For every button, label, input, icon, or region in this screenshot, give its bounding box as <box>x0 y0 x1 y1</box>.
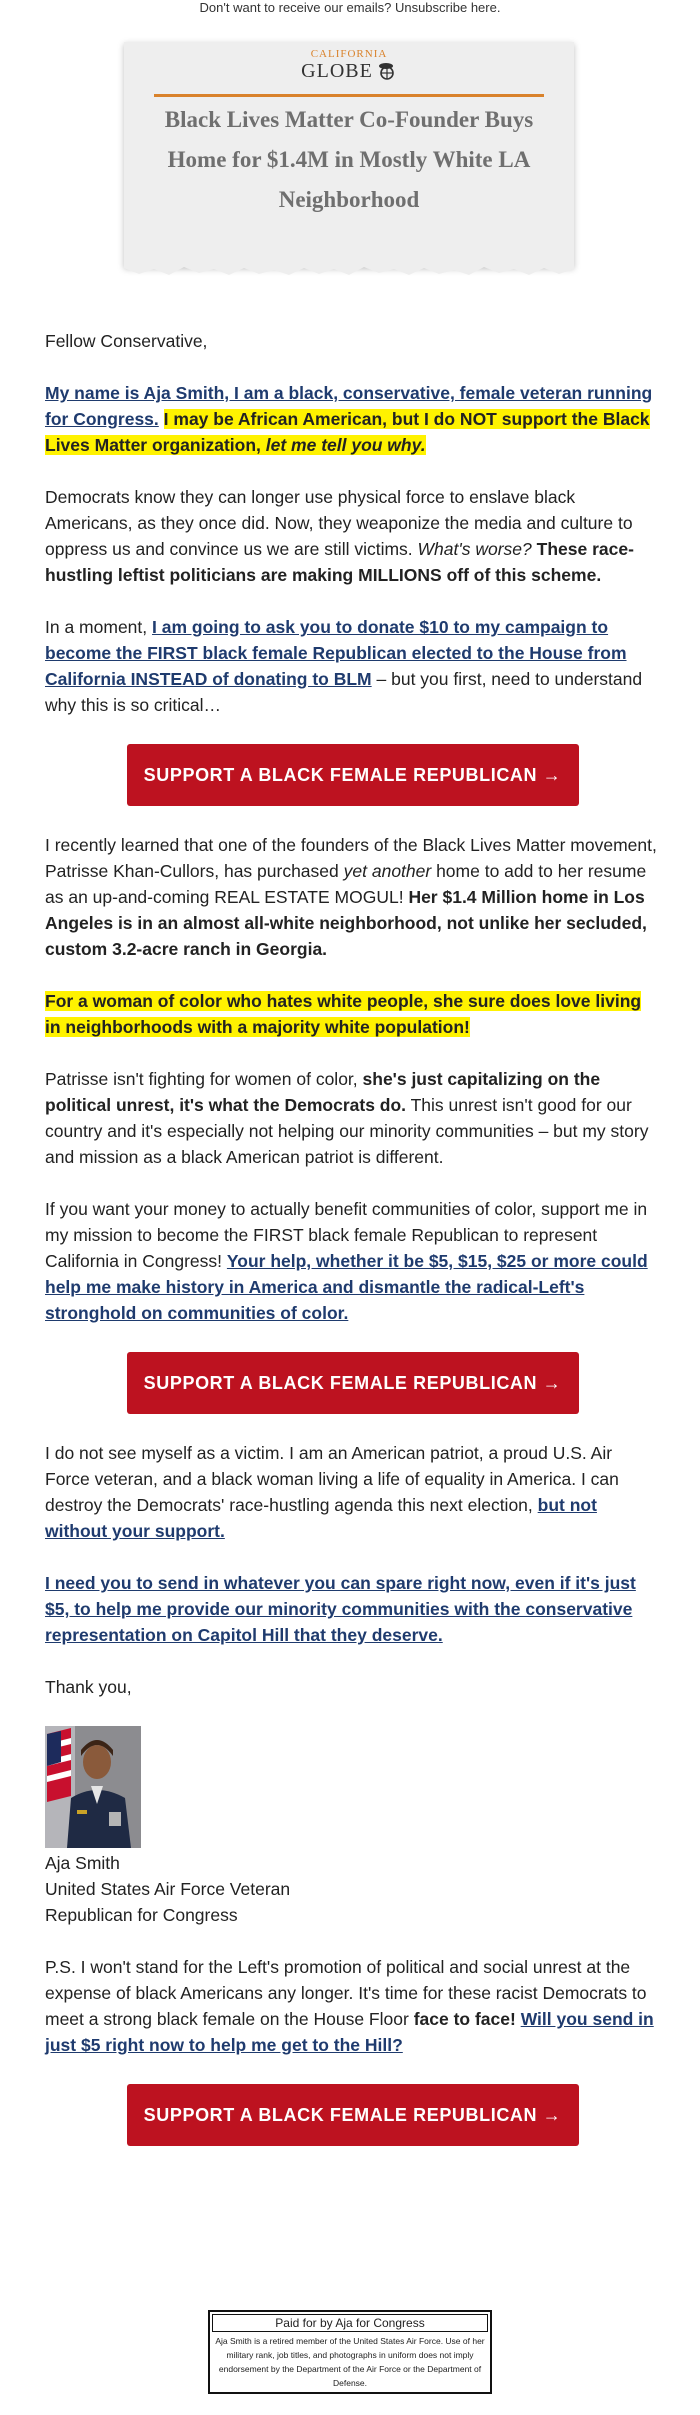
p4-text-2: home to add to her resume as an up-and-coming REAL ESTATE MOGUL! <box>45 861 647 907</box>
closing: Thank you, <box>45 1677 132 1697</box>
p7-text: If you want your money to actually benefit communities of color, support me in my mission to become the FIRST black female Republican to represent California in Congress! <box>45 1199 648 1271</box>
p4-text: I recently learned that one of the founders of the Black Lives Matter movement, Patrisse Khan-Cullors, has purchased <box>45 835 657 881</box>
support-button-2[interactable]: SUPPORT A BLACK FEMALE REPUBLICAN → <box>127 1352 579 1414</box>
cta-container-2 <box>45 1352 660 1414</box>
paragraph-victim <box>45 1440 660 1544</box>
support-link[interactable]: but not without your support. <box>45 1495 597 1541</box>
p3-text: In a moment, <box>45 617 148 637</box>
p6-bold: she's just capitalizing on the political unrest, it's what the Democrats do. <box>45 1069 601 1115</box>
logo-top-text: CALIFORNIA <box>310 48 388 60</box>
p6-text-2: This unrest isn't good for our country and it's especially not helping our minority communities – but my story and mission as a black American patriot is different. <box>45 1095 649 1167</box>
ps-text: P.S. I won't stand for the Left's promotion of political and social unrest at the expense of black Americans any longer. It's time for these racist Democrats to meet a strong black female on the House Floor <box>45 1957 647 2029</box>
intro-highlight-bold: I may be African American, but I do NOT support the Black Lives Matter organization, <box>45 409 650 455</box>
paragraph-spare <box>45 1570 660 1648</box>
signature-block <box>45 1726 660 1928</box>
paragraph-patrisse <box>45 832 660 962</box>
paragraph-unrest <box>45 1066 660 1170</box>
help-link[interactable]: Your help, whether it be $5, $15, $25 or more could help me make history in America and dismantle the radical-Left's stronghold on communities of color. <box>45 1251 648 1323</box>
torn-edge <box>124 263 574 277</box>
paragraph-highlight <box>45 988 660 1040</box>
p2-bold: These race-hustling leftist politicians are making MILLIONS off of this scheme. <box>45 539 634 585</box>
p4-bold: Her $1.4 Million home in Los Angeles is in an almost all-white neighborhood, not unlike her secluded, custom 3.2-acre ranch in Georgia. <box>45 887 647 959</box>
disclaimer-title: Paid for by Aja for Congress <box>212 2314 488 2332</box>
p4-italic: yet another <box>343 861 432 881</box>
cta-container-3 <box>45 2084 660 2146</box>
p6-text: Patrisse isn't fighting for women of color, <box>45 1069 358 1089</box>
clipping-headline: Black Lives Matter Co-Founder Buys Home for $1.4M in Mostly White LA Neighborhood <box>164 107 534 212</box>
p2-italic: What's worse? <box>417 539 532 559</box>
paragraph-democrats <box>45 484 660 588</box>
paid-for-disclaimer <box>208 2310 492 2394</box>
california-globe-logo <box>124 48 574 82</box>
paragraph-help <box>45 1196 660 1326</box>
p5-highlight: For a woman of color who hates white people, she sure does love living in neighborhoods with a majority white population! <box>45 991 642 1037</box>
news-clipping <box>124 42 574 267</box>
intro-highlight-italic: let me tell you why. <box>265 435 426 455</box>
p8-text: I do not see myself as a victim. I am an American patriot, a proud U.S. Air Force veteran, and a black woman living a life of equality in America. I can destroy the Democrats' race-hustling agenda this next election, <box>45 1443 619 1515</box>
ps-bold: face to face! <box>413 2009 516 2029</box>
support-button-3[interactable]: SUPPORT A BLACK FEMALE REPUBLICAN → <box>127 2084 579 2146</box>
donate-ask-link[interactable]: I am going to ask you to donate $10 to my campaign to become the FIRST black female Republican elected to the House from California INSTEAD of donating to BLM <box>45 617 627 689</box>
p2-text: Democrats know they can longer use physical force to enslave black Americans, as they once did. Now, they weaponize the media and culture to oppress us and convince us we are still victims. <box>45 487 633 559</box>
globe-bear-icon <box>377 62 397 80</box>
letter-body <box>45 328 660 2172</box>
signature-role: Republican for Congress <box>45 1905 238 1925</box>
support-button-1[interactable]: SUPPORT A BLACK FEMALE REPUBLICAN → <box>127 744 579 806</box>
disclaimer-body: Aja Smith is a retired member of the United States Air Force. Use of her military rank, job titles, and photographs in uniform does not imply endorsement by the Department of the Air Force or the Department of Defense. <box>215 2336 485 2388</box>
signature-title: United States Air Force Veteran <box>45 1879 291 1899</box>
logo-divider <box>154 94 544 97</box>
logo-main-text: GLOBE <box>301 60 373 82</box>
candidate-photo <box>45 1726 141 1848</box>
ps-link[interactable]: Will you send in just $5 right now to help me get to the Hill? <box>45 2009 654 2055</box>
spare-link[interactable]: I need you to send in whatever you can spare right now, even if it's just $5, to help me provide our minority communities with the conservative representation on Capitol Hill that they deserve. <box>45 1573 636 1645</box>
paragraph-ps <box>45 1954 660 2058</box>
paragraph-donate-ask <box>45 614 660 718</box>
greeting: Fellow Conservative, <box>45 331 208 351</box>
p3-text-end: – but you first, need to understand why this is so critical… <box>45 669 643 715</box>
paragraph-intro <box>45 380 660 458</box>
cta-container-1 <box>45 744 660 806</box>
signature-name: Aja Smith <box>45 1853 120 1873</box>
unsubscribe-link[interactable]: Don't want to receive our emails? Unsubscribe here. <box>199 0 501 15</box>
intro-link[interactable]: My name is Aja Smith, I am a black, conservative, female veteran running for Congress. <box>45 383 653 429</box>
